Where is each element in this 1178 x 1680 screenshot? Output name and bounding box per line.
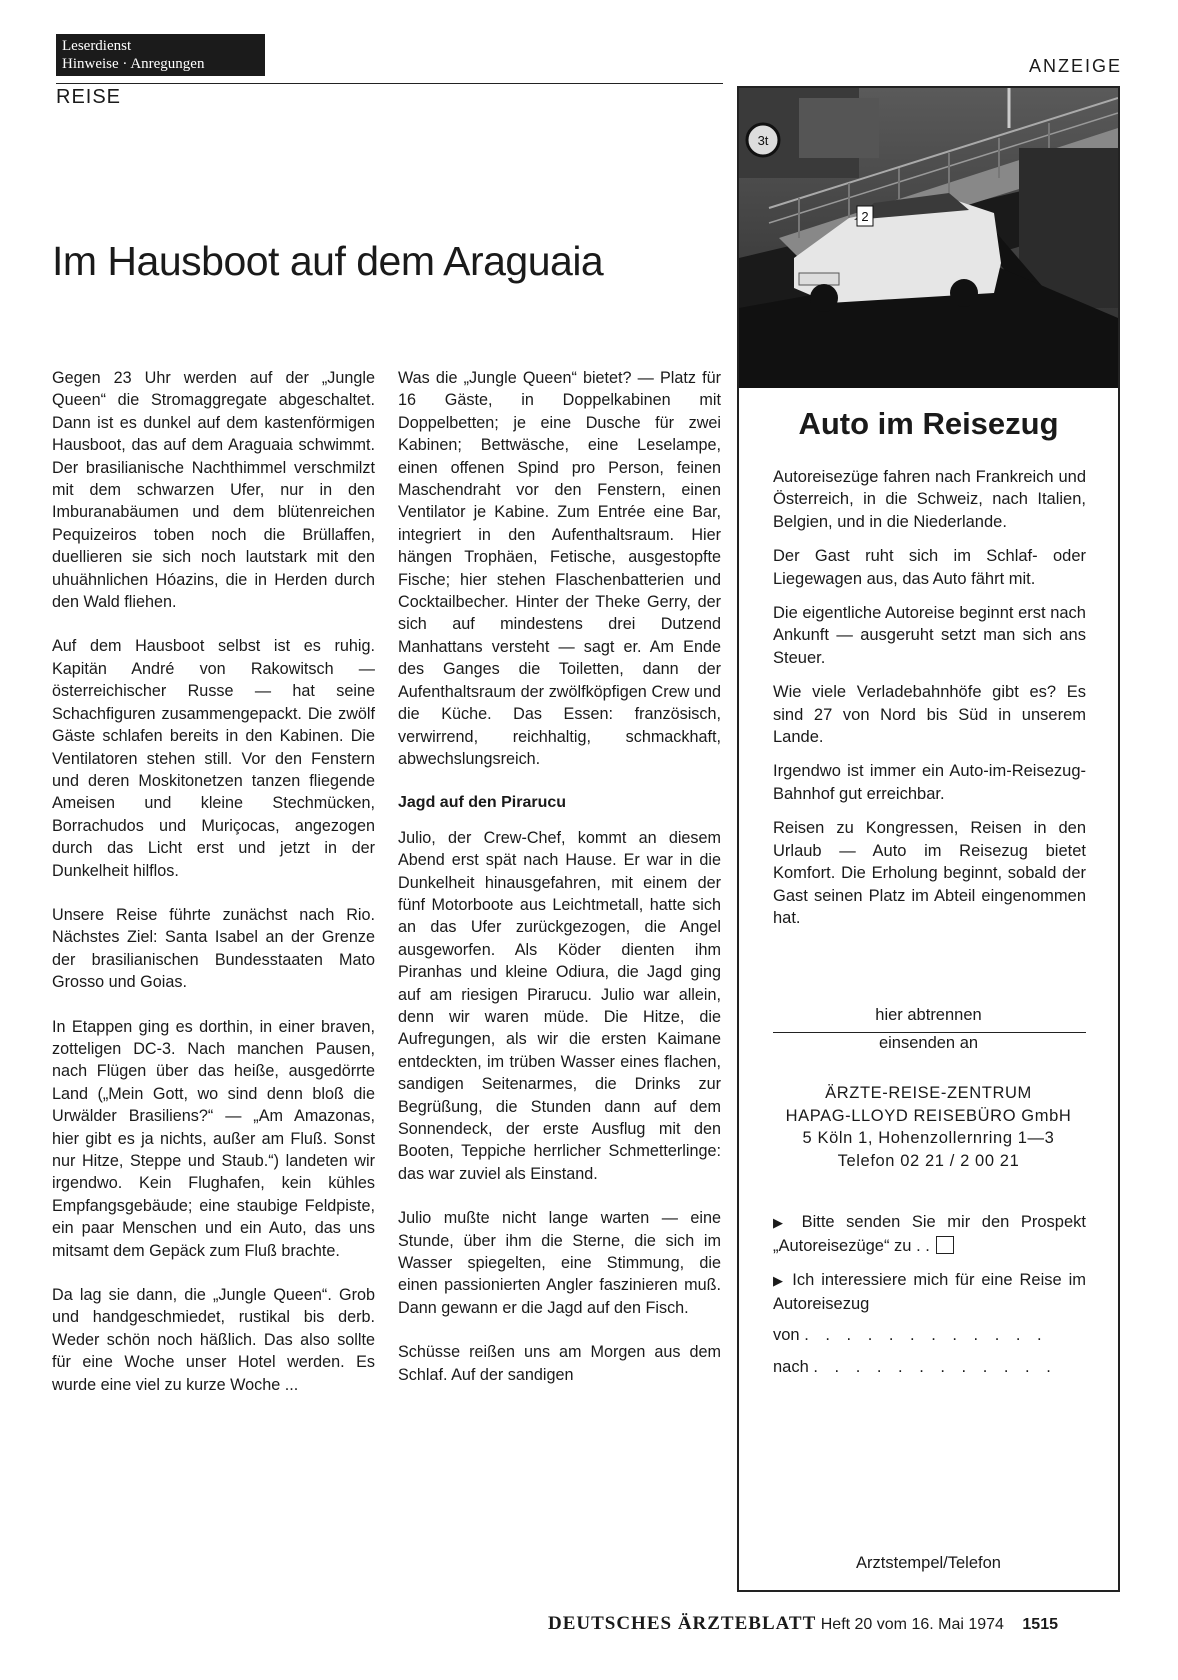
paragraph: Gegen 23 Uhr werden auf der „Jungle Queen“ die Stromaggregate abgeschaltet. Dann ist es dunkel auf dem kastenförmigen Hausboot, das auf dem Araguaia schwimmt. Der brasilianische Nachthimmel verschmilzt mit dem schwarzen Ufer, nur in den Imburanabäumen und dem blütenreichen Pequizeiros toben noch die Brüllaffen, duellieren sie sich noch lautstark mit den uhuähnlichen Hóazins, die in Herden durch den Wald fliehen. [52,369,375,612]
ad-paragraph: Wie viele Verladebahnhöfe gibt es? Es sind 27 von Nord bis Süd in unserem Lande. [773,683,1086,747]
brochure-checkbox[interactable] [936,1236,954,1254]
ad-marker: ANZEIGE [1028,56,1122,76]
stamp-label: Arztstempel/Telefon [856,1554,1001,1572]
subheading: Jagd auf den Pirarucu [398,794,567,812]
order-option-interest-text: Ich interessiere mich für eine Reise im Autoreisezug [773,1271,1087,1313]
paragraph: Julio, der Crew-Chef, kommt an diesem Abend erst spät nach Hause. Er war in die Dunkelheit hinausgefahren, mit einem der fünf Motorboote aus Leichtmetall, hatte sich an das Ufer zurückgezogen, die Angel ausgeworfen. Als Köder dienten ihm Piranhas und kleine Odiura, die Jagd ging auf am riesigen Pirarucu. Julio war allein, denn wir waren müde. Die Hitze, die Aufregungen, als wir die ersten Kaimane entdeckten, im trüben Wasser eines flachen, sandigen Seitenarmes, die Drinks zur Begrüßung, die Stunden dann auf dem Sonnendeck, der erste Ausflug mit den Booten, Teppiche herrlicher Schmetterlinge: das war zuviel als Einstand. [398,828,721,1183]
section-label: REISE [56,86,122,108]
address-line: ÄRZTE-REISE-ZENTRUM [825,1084,1032,1102]
publication-name: DEUTSCHES ÄRZTEBLATT [547,1613,817,1634]
address-line: HAPAG-LLOYD REISEBÜRO GmbH [785,1106,1072,1125]
to-field[interactable] [773,1358,1086,1377]
header-rule [56,83,723,84]
issue-info: Heft 20 vom 16. Mai 1974 [820,1616,1004,1633]
article-column-1 [52,367,375,1418]
address-block [739,1082,1118,1172]
order-option-brochure-text: Bitte senden Sie mir den Prospekt „Autoreisezüge“ zu . . [773,1213,1086,1255]
ad-paragraph: Der Gast ruht sich im Schlaf- oder Liegewagen aus, das Auto fährt mit. [773,547,1086,588]
order-option-brochure[interactable] [773,1211,1086,1257]
send-label: einsenden an [878,1034,979,1052]
page-number: 1515 [1022,1616,1058,1633]
ad-title: Auto im Reisezug [798,406,1059,441]
page-footer [548,1613,1058,1635]
column-label-line2: Hinweise · Anregungen [62,56,205,72]
car-number: 2 [861,209,869,224]
advertisement-box [737,86,1120,1592]
cut-line[interactable] [773,1032,1086,1033]
to-dots: . . . . . . . . . . . . [813,1358,1057,1376]
ad-body [773,466,1086,941]
paragraph: Schüsse reißen uns am Morgen aus dem Schlaf. Auf der sandigen [398,1343,721,1384]
column-label-box [56,34,265,76]
ad-paragraph: Autoreisezüge fahren nach Frankreich und Österreich, in die Schweiz, nach Italien, Belgien, und in die Niederlande. [773,468,1086,531]
article-column-2 [398,367,721,1408]
weight-sign-text: 3t [757,133,769,148]
order-form [773,1211,1086,1327]
paragraph: Auf dem Hausboot selbst ist es ruhig. Kapitän André von Rakowitsch — österreichischer Russe — hat seine Schachfiguren zusammengepackt. Die zwölf Gäste schlafen bereits in den Kabinen. Die Ventilatoren stehen still. Vor den Fenstern und deren Moskitonetzen tanzen fliegende Ameisen und kleine Stechmücken, Borrachudos und Muriçocas, angezogen durch das Licht erst und jetzt in der Dunkelheit hilflos. [52,637,375,880]
paragraph: Unsere Reise führte zunächst nach Rio. Nächstes Ziel: Santa Isabel an der Grenze der brasilianischen Bundesstaaten Mato Grosso und Goias. [52,905,375,992]
from-label: von [773,1326,800,1344]
paragraph: Was die „Jungle Queen“ bietet? — Platz für 16 Gäste, in Doppelkabinen mit Doppelbetten; je eine Dusche für zwei Kabinen; Bettwäsche, eine Leselampe, einen offenen Spind pro Person, feinen Maschendraht vor den Fenstern, einen Ventilator je Kabine. Zum Entrée eine Bar, integriert in den Aufenthaltsraum. Hier hängen Trophäen, Fetische, ausgestopfte Fische; hier stehen Flaschenbatterien und Cocktailbecher. Hinter der Theke Gerry, der sich auf mindestens drei Dutzend Manhattans versteht — sagt er. Am Ende des Ganges die Toiletten, dann der Aufenthaltsraum der zwölfköpfigen Crew und die Küche. Das Essen: französisch, verwirrend, reichhaltig, schmackhaft, abwechslungsreich. [398,369,721,768]
ad-paragraph: Irgendwo ist immer ein Auto-im-Reisezug-Bahnhof gut erreichbar. [773,762,1086,803]
ad-paragraph: Die eigentliche Autoreise beginnt erst nach Ankunft — ausgeruht setzt man sich ans Steuer. [773,604,1086,667]
paragraph: In Etappen ging es dorthin, in einer braven, zotteligen DC-3. Nach manchen Pausen, nach Flügen über das heiße, ausgedörrte Land („Mein Gott, wo sind denn bloß die Urwälder Brasiliens?“ — „Am Amazonas, hier gibt es ja nichts, außer am Fluß. Sonst nur Hitze, Steppe und Staub.“) landeten wir irgendwo. Kein Flughafen, kein kühles Empfangsgebäude; eine staubige Feldpiste, ein paar Menschen und ein Auto, das uns mitsamt dem Gepäck zum Fluß brachte. [52,1017,375,1260]
ad-paragraph: Reisen zu Kongressen, Reisen in den Urlaub — Auto im Reisezug bietet Komfort. Die Erholung beginnt, sobald der Gast seinen Platz im Abteil eingenommen hat. [773,819,1086,927]
article-title: Im Hausboot auf dem Araguaia [52,238,604,284]
paragraph: Da lag sie dann, die „Jungle Queen“. Grob und handgeschmiedet, rustikal bis derb. Weder schön noch häßlich. Das also sollte für eine Woche unser Hotel werden. Es wurde eine viel zu kurze Woche ... [52,1286,375,1394]
paragraph: Julio mußte nicht lange warten — eine Stunde, über ihm die Sterne, die sich im Wasser spiegelten, eine Stimmung, die einen passionierten Angler faszinieren muß. Dann gewann er die Jagd auf den Fisch. [398,1209,721,1317]
to-label: nach [773,1358,809,1376]
column-label-line1: Leserdienst [62,38,132,54]
from-dots: . . . . . . . . . . . . [804,1326,1048,1344]
arrow-icon: ▶ [773,1215,790,1230]
car-train-photo [739,88,1118,388]
order-option-interest[interactable] [773,1269,1086,1315]
address-line: 5 Köln 1, Hohenzollernring 1—3 [802,1129,1055,1147]
arrow-icon: ▶ [773,1273,786,1288]
from-field[interactable] [773,1326,1086,1345]
address-line: Telefon 02 21 / 2 00 21 [837,1151,1020,1170]
cut-label: hier abtrennen [875,1006,982,1024]
